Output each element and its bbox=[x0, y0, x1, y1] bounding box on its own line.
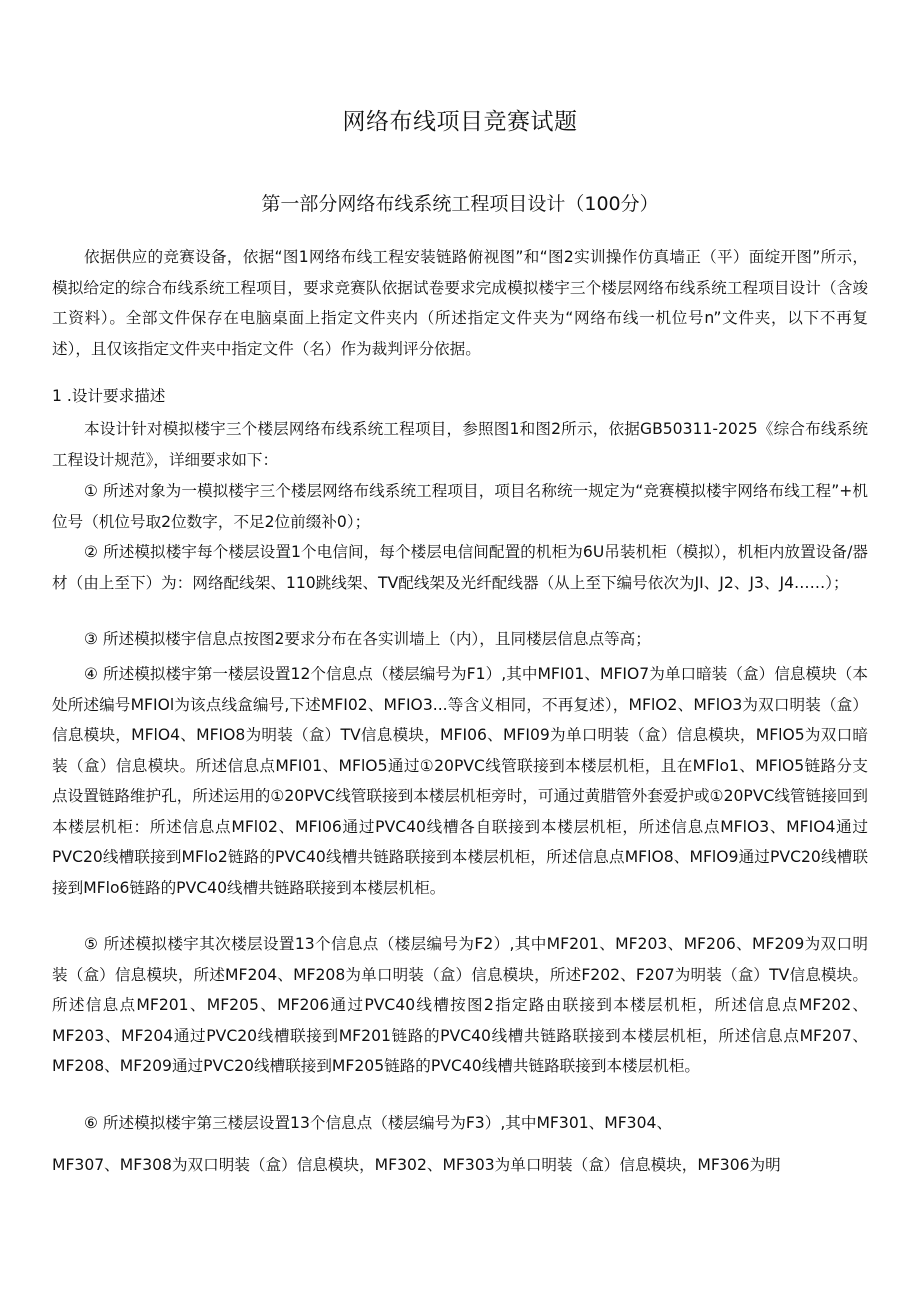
section1-intro-paragraph: 本设计针对模拟楼宇三个楼层网络布线系统工程项目，参照图1和图2所示，依据GB50311-2025《综合布线系统工程设计规范》，详细要求如下： bbox=[52, 420, 868, 469]
document-title: 网络布线项目竞赛试题 bbox=[342, 109, 578, 135]
requirement-item-4: ④ 所述模拟楼宇第一楼层设置12个信息点（楼层编号为F1）,其中MFI01、MFIO7为单口暗装（盒）信息模块（本处所述编号MFIOl为该点线盒编号,下述MFI02、MFIO3...等含义相同，不再复述），MFlO2、MFlO3为双口明装（盒）信息模块，MFlO4、MFIO8为明装（盒）TV信息模块，MFI06、MFI09为单口明装（盒）信息模块，MFlO5为双口暗装（盒）信息模块。所述信息点MFI01、MFlO5通过①20PVC线管联接到本楼层机柜，且在MFlo1、MFlO5链路分支点设置链路维护孔，所述运用的①20PVC线管联接到本楼层机柜旁时，可通过黄腊管外套爱护或①20PVC线管链接回到本楼层机柜：所述信息点MFl02、MFI06通过PVC40线槽各自联接到本楼层机柜，所述信息点MFlO3、MFIO4通过PVC20线槽联接到MFlo2链路的PVC40线槽共链路联接到本楼层机柜，所述信息点MFlO8、MFlO9通过PVC20线槽联接到MFlo6链路的PVC40线槽共链路联接到本楼层机柜。 bbox=[52, 665, 868, 897]
requirement-item-1: ① 所述对象为一模拟楼宇三个楼层网络布线系统工程项目，项目名称统一规定为“竞赛模拟楼宇网络布线工程”+机位号（机位号取2位数字，不足2位前缀补0）； bbox=[52, 482, 868, 531]
requirement-item-2: ② 所述模拟楼宇每个楼层设置1个电信间，每个楼层电信间配置的机柜为6U吊装机柜（模拟），机柜内放置设备/器材（由上至下）为：网络配线架、110跳线架、TV配线架及光纤配线器（从上至下编号依次为JI、J2、J3、J4……）； bbox=[52, 543, 868, 592]
requirement-item-6-line-2: MF307、MF308为双口明装（盒）信息模块，MF302、MF303为单口明装（盒）信息模块，MF306为明 bbox=[52, 1156, 781, 1174]
section-part-title: 第一部分网络布线系统工程项目设计（100分） bbox=[261, 193, 659, 215]
requirement-item-3: ③ 所述模拟楼宇信息点按图2要求分布在各实训墙上（内），且同楼层信息点等高； bbox=[84, 630, 651, 648]
requirement-item-6-line-1: ⑥ 所述模拟楼宇第三楼层设置13个信息点（楼层编号为F3）,其中MF301、MF304、 bbox=[84, 1114, 673, 1132]
intro-paragraph: 依据供应的竞赛设备，依据“图1网络布线工程安装链路俯视图”和“图2实训操作仿真墙正（平）面绽开图”所示，模拟给定的综合布线系统工程项目，要求竞赛队依据试卷要求完成模拟楼宇三个楼层网络布线系统工程项目设计（含竣工资料）。全部文件保存在电脑桌面上指定文件夹内（所述指定文件夹为“网络布线一机位号n”文件夹，以下不再复述），且仅该指定文件夹中指定文件（名）作为裁判评分依据。 bbox=[52, 248, 868, 358]
section1-heading: 1 .设计要求描述 bbox=[52, 387, 166, 405]
requirement-item-5: ⑤ 所述模拟楼宇其次楼层设置13个信息点（楼层编号为F2）,其中MF201、MF203、MF206、MF209为双口明装（盒）信息模块，所述MF204、MF208为单口明装（盒）信息模块，所述F202、F207为明装（盒）TV信息模块。所述信息点MF201、MF205、MF206通过PVC40线槽按图2指定路由联接到本楼层机柜，所述信息点MF202、MF203、MF204通过PVC20线槽联接到MF201链路的PVC40线槽共链路联接到本楼层机柜，所述信息点MF207、MF208、MF209通过PVC20线槽联接到MF205链路的PVC40线槽共链路联接到本楼层机柜。 bbox=[52, 935, 868, 1075]
